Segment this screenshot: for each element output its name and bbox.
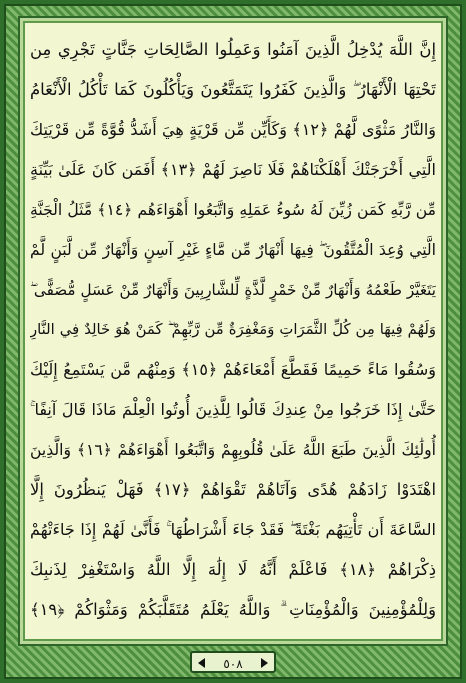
- text-line-10: حَتَّىٰ إِذَا خَرَجُوا مِنْ عِندِكَ قَالُوا لِلَّذِينَ أُوتُوا الْعِلْمَ مَاذَا قَالَ آنِفًا ۚ: [30, 400, 436, 419]
- text-line-8: وَلَهُمْ فِيهَا مِن كُلِّ الثَّمَرَاتِ وَمَغْفِرَةٌ مِّن رَّبِّهِمْ ۖ كَمَنْ هُوَ خَالِدٌ فِي النَّارِ: [30, 321, 436, 338]
- text-line-7: يَتَغَيَّرْ طَعْمُهُ وَأَنْهَارٌ مِّنْ خَمْرٍ لَّذَّةٍ لِّلشَّارِبِينَ وَأَنْهَارٌ مِّنْ عَسَلٍ مُّصَفًّى ۖ: [30, 281, 436, 299]
- next-arrow-icon: [261, 658, 268, 668]
- text-line-11: أُولَٰئِكَ الَّذِينَ طَبَعَ اللَّهُ عَلَىٰ قُلُوبِهِمْ وَاتَّبَعُوا أَهْوَاءَهُمْ ﴿١٦﴾ وَالَّذِينَ: [30, 441, 436, 459]
- previous-arrow-icon: [198, 658, 205, 668]
- text-line-4: الَّتِي أَخْرَجَتْكَ أَهْلَكْنَاهُمْ فَلَا نَاصِرَ لَهُمْ ﴿١٣﴾ أَفَمَن كَانَ عَلَىٰ بَيِّنَةٍ: [30, 160, 436, 179]
- page-number: ٥٠٨: [223, 657, 243, 671]
- text-line-14: ذِكْرَاهُمْ ﴿١٨﴾ فَاعْلَمْ أَنَّهُ لَا إِلَٰهَ إِلَّا اللَّهُ وَاسْتَغْفِرْ لِذَنبِكَ: [30, 560, 436, 579]
- text-line-2: تَحْتِهَا الْأَنْهَارُ ۖ وَالَّذِينَ كَفَرُوا يَتَمَتَّعُونَ وَيَأْكُلُونَ كَمَا تَأْكُلُ الْأَنْعَامُ: [30, 80, 436, 99]
- text-line-1: إِنَّ اللَّهَ يُدْخِلُ الَّذِينَ آمَنُوا وَعَمِلُوا الصَّالِحَاتِ جَنَّاتٍ تَجْرِي مِن: [30, 40, 436, 59]
- text-line-13: السَّاعَةَ أَن تَأْتِيَهُم بَغْتَةً ۖ فَقَدْ جَاءَ أَشْرَاطُهَا ۚ فَأَنَّىٰ لَهُمْ إِذَا جَاءَتْهُمْ: [30, 520, 436, 539]
- quran-text-area: [30, 30, 436, 630]
- text-line-6: الَّتِي وُعِدَ الْمُتَّقُونَ ۖ فِيهَا أَنْهَارٌ مِّن مَّاءٍ غَيْرِ آسِنٍ وَأَنْهَارٌ مِّن لَّبَنٍ لَّمْ: [30, 241, 436, 259]
- text-line-3: وَالنَّارُ مَثْوًى لَّهُمْ ﴿١٢﴾ وَكَأَيِّن مِّن قَرْيَةٍ هِيَ أَشَدُّ قُوَّةً مِّن قَرْيَتِكَ: [30, 120, 436, 139]
- text-line-15: وَلِلْمُؤْمِنِينَ وَالْمُؤْمِنَاتِ ۗ وَاللَّهُ يَعْلَمُ مُتَقَلَّبَكُمْ وَمَثْوَاكُمْ ﴿١٩﴾: [30, 600, 436, 619]
- text-line-5: مِّن رَّبِّهِ كَمَن زُيِّنَ لَهُ سُوءُ عَمَلِهِ وَاتَّبَعُوا أَهْوَاءَهُم ﴿١٤﴾ مَّثَلُ الْجَنَّةِ: [30, 201, 436, 219]
- text-line-9: وَسُقُوا مَاءً حَمِيمًا فَقَطَّعَ أَمْعَاءَهُمْ ﴿١٥﴾ وَمِنْهُم مَّن يَسْتَمِعُ إِلَيْكَ: [30, 360, 436, 379]
- text-line-12: اهْتَدَوْا زَادَهُمْ هُدًى وَآتَاهُمْ تَقْوَاهُمْ ﴿١٧﴾ فَهَلْ يَنظُرُونَ إِلَّا: [30, 480, 436, 499]
- page-number-box: [190, 651, 276, 673]
